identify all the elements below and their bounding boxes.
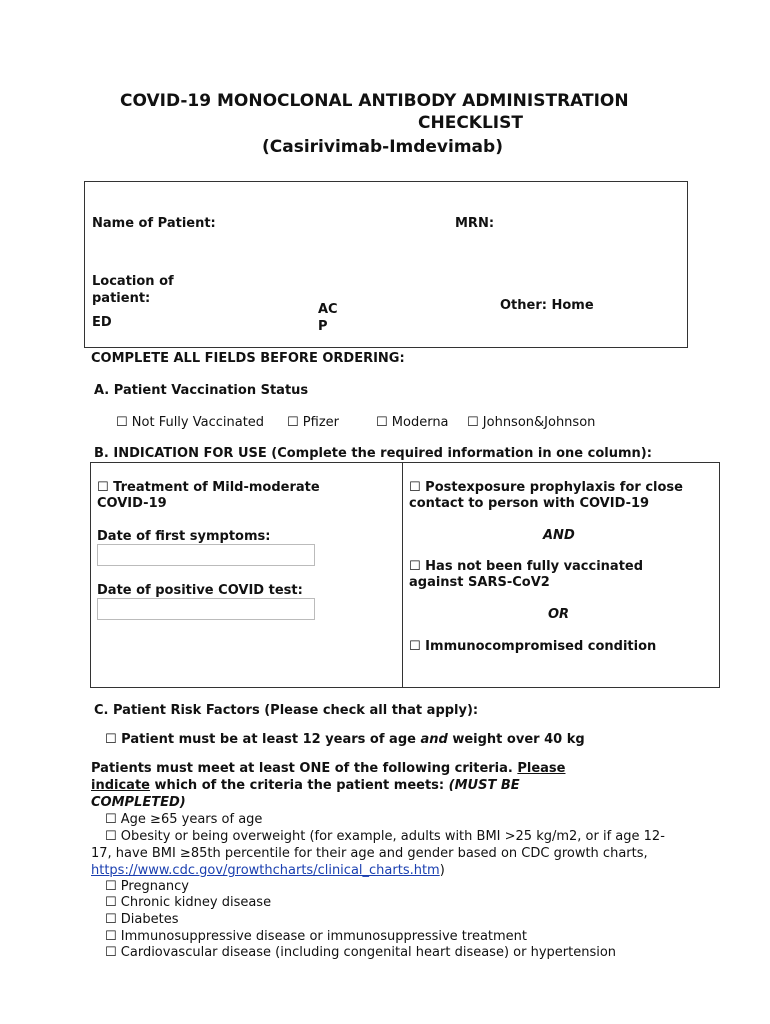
location-option-acp-line2[interactable]: P <box>318 319 328 334</box>
criteria-which: which of the criteria the patient meets: <box>149 778 449 793</box>
first-symptoms-date-field[interactable] <box>97 544 315 566</box>
obesity-close-paren: ) <box>439 863 445 878</box>
criteria-obesity-checkbox[interactable]: ☐ Obesity or being overweight (for example, adults with BMI >25 kg/m2, or if age 12- <box>105 829 665 844</box>
age-weight-and: and <box>420 732 448 747</box>
criteria-diabetes-checkbox[interactable]: ☐ Diabetes <box>105 912 179 927</box>
cdc-growth-charts-link[interactable]: https://www.cdc.gov/growthcharts/clinical_charts.htm <box>91 863 440 878</box>
age-weight-checkbox[interactable] <box>105 731 585 748</box>
treatment-checkbox-line2: COVID-19 <box>97 496 167 511</box>
postexposure-checkbox[interactable]: ☐ Postexposure prophylaxis for close <box>409 480 683 495</box>
criteria-obesity-line2: 17, have BMI ≥85th percentile for their age and gender based on CDC growth charts, <box>91 846 648 861</box>
location-option-other[interactable]: Other: Home <box>500 298 594 313</box>
criteria-intro-line2 <box>91 777 520 794</box>
page-title-line2: CHECKLIST <box>418 113 523 133</box>
name-of-patient-label: Name of Patient: <box>92 216 216 231</box>
criteria-ckd-checkbox[interactable]: ☐ Chronic kidney disease <box>105 895 272 910</box>
age-weight-text-pre: ☐ Patient must be at least 12 years of age <box>105 732 421 747</box>
not-vaccinated-checkbox[interactable]: ☐ Has not been fully vaccinated <box>409 559 644 574</box>
indication-column-divider <box>402 462 403 688</box>
age-weight-text-post: weight over 40 kg <box>447 732 585 747</box>
location-option-ed[interactable]: ED <box>92 315 112 330</box>
criteria-pregnancy-checkbox[interactable]: ☐ Pregnancy <box>105 879 189 894</box>
location-option-acp-line1[interactable]: AC <box>318 302 338 317</box>
criteria-intro-line1 <box>91 760 566 777</box>
criteria-intro-line3: COMPLETED) <box>91 795 186 810</box>
vaccination-moderna-checkbox[interactable]: ☐ Moderna <box>376 415 449 430</box>
criteria-immuno-checkbox[interactable]: ☐ Immunosuppressive disease or immunosuppressive treatment <box>105 929 528 944</box>
patient-info-box <box>84 181 688 348</box>
criteria-please: Please <box>517 761 566 776</box>
not-vaccinated-checkbox-line2: against SARS-CoV2 <box>409 575 550 590</box>
first-symptoms-label: Date of first symptoms: <box>97 529 271 544</box>
criteria-cardio-checkbox[interactable]: ☐ Cardiovascular disease (including congenital heart disease) or hypertension <box>105 945 617 960</box>
immunocompromised-checkbox[interactable]: ☐ Immunocompromised condition <box>409 639 657 654</box>
section-c-heading: C. Patient Risk Factors (Please check all that apply): <box>94 703 479 718</box>
criteria-intro-text: Patients must meet at least ONE of the following criteria. <box>91 761 518 776</box>
positive-test-date-field[interactable] <box>97 598 315 620</box>
criteria-must-be: (MUST BE <box>448 778 520 793</box>
location-label-line1: Location of <box>92 274 174 289</box>
treatment-checkbox[interactable]: ☐ Treatment of Mild-moderate <box>97 480 320 495</box>
page-title: COVID-19 MONOCLONAL ANTIBODY ADMINISTRATION <box>120 91 629 111</box>
or-label: OR <box>548 607 570 622</box>
criteria-obesity-line3 <box>91 862 445 879</box>
section-a-heading: A. Patient Vaccination Status <box>94 383 309 398</box>
criteria-age65-checkbox[interactable]: ☐ Age ≥65 years of age <box>105 812 263 827</box>
section-b-heading: B. INDICATION FOR USE (Complete the required information in one column): <box>94 446 652 461</box>
criteria-indicate: indicate <box>91 778 150 793</box>
location-label-line2: patient: <box>92 291 151 306</box>
positive-test-label: Date of positive COVID test: <box>97 583 303 598</box>
page-subtitle: (Casirivimab-Imdevimab) <box>262 137 503 157</box>
vaccination-jj-checkbox[interactable]: ☐ Johnson&Johnson <box>467 415 596 430</box>
and-label: AND <box>543 528 575 543</box>
instruction-text: COMPLETE ALL FIELDS BEFORE ORDERING: <box>91 351 405 366</box>
mrn-label: MRN: <box>455 216 495 231</box>
vaccination-not-fully-checkbox[interactable]: ☐ Not Fully Vaccinated <box>116 415 265 430</box>
vaccination-pfizer-checkbox[interactable]: ☐ Pfizer <box>287 415 339 430</box>
postexposure-checkbox-line2: contact to person with COVID-19 <box>409 496 650 511</box>
